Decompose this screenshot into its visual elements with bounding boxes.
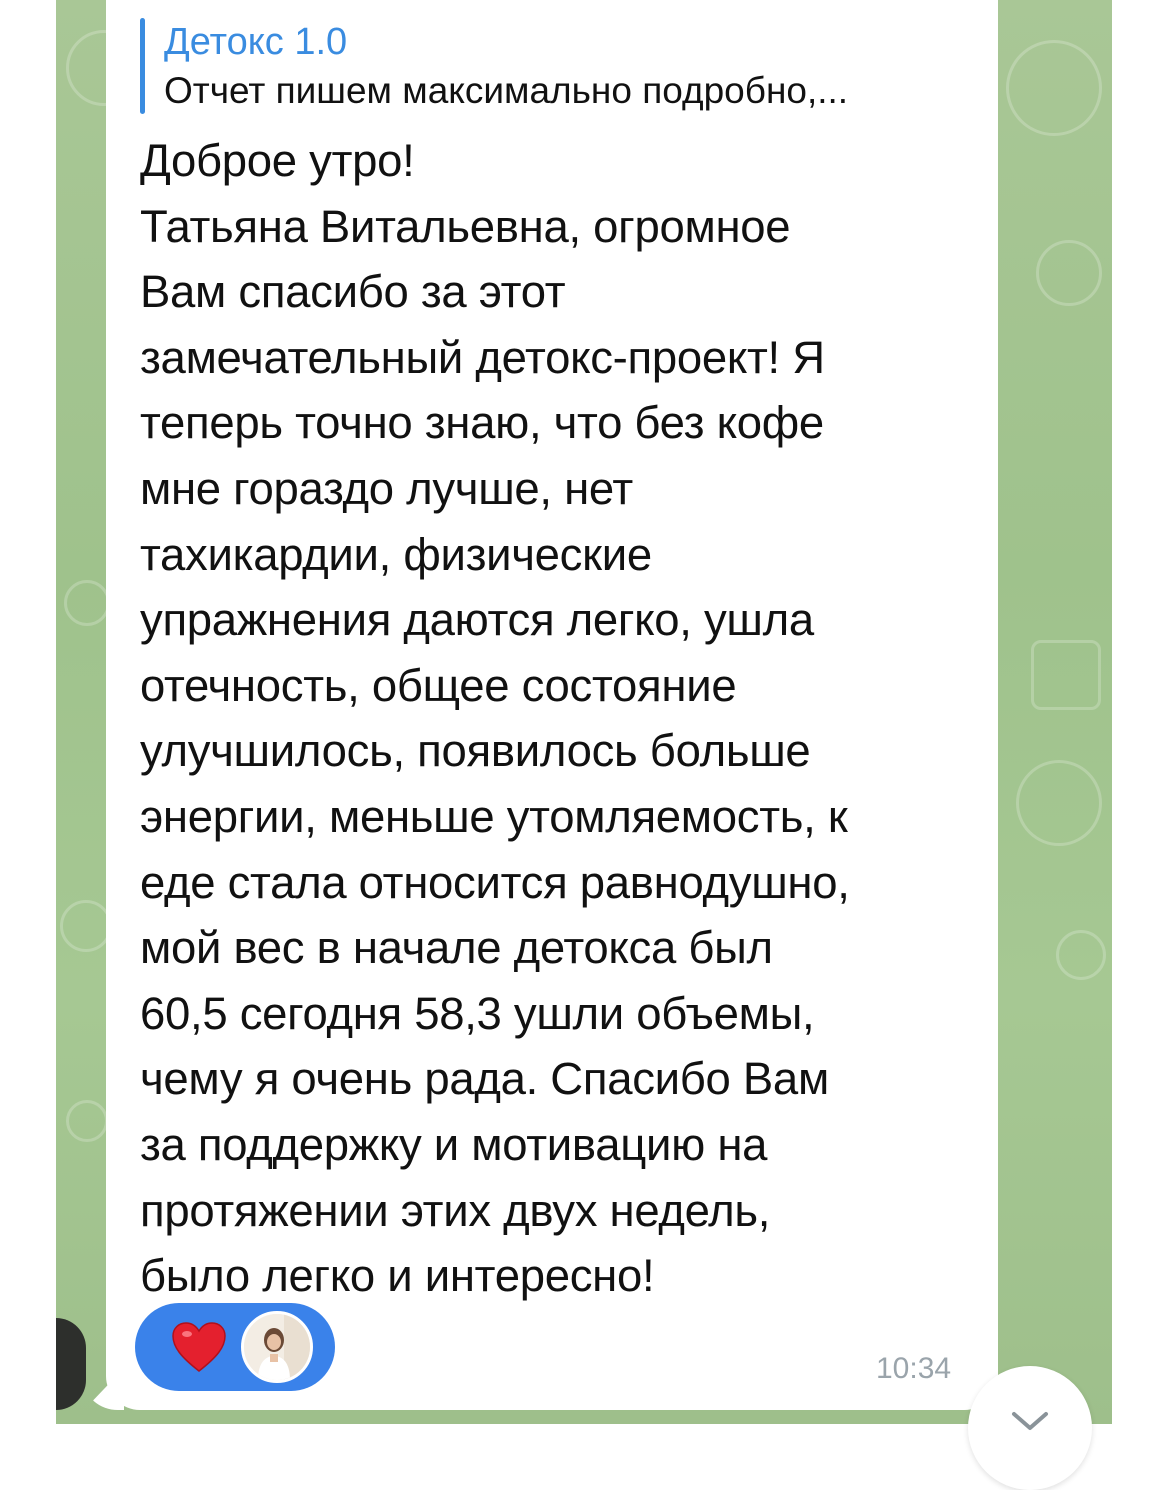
message-line: Доброе утро!: [140, 135, 415, 186]
chevron-down-icon: [1010, 1410, 1050, 1434]
reply-title: Детокс 1.0: [164, 21, 348, 63]
scroll-down-button[interactable]: [968, 1366, 1092, 1490]
message-line: энергии, меньше утомляемость, к: [140, 790, 848, 842]
wallpaper-doodle: [1006, 40, 1102, 136]
message-line: мой вес в начале детокса был: [140, 922, 773, 974]
message-line: теперь точно знаю, что без кофе: [140, 397, 824, 449]
wallpaper-doodle: [64, 580, 110, 626]
wallpaper-doodle: [1016, 760, 1102, 846]
reaction-chip[interactable]: [135, 1303, 335, 1391]
person-icon: [244, 1314, 310, 1380]
message-line: было легко и интересно!: [140, 1250, 655, 1302]
wallpaper-doodle: [60, 900, 112, 952]
message-text: [140, 128, 970, 1309]
message-line: улучшилось, появилось больше: [140, 725, 811, 777]
message-line: еде стала относится равнодушно,: [140, 856, 850, 908]
wallpaper-doodle: [1031, 640, 1101, 710]
message-timestamp: 10:34: [876, 1352, 952, 1385]
wallpaper-doodle: [66, 1100, 108, 1142]
message-line: за поддержку и мотивацию на: [140, 1118, 768, 1170]
message-line: 60,5 сегодня 58,3 ушли объемы,: [140, 987, 815, 1039]
message-line: мне гораздо лучше, нет: [140, 462, 633, 514]
wallpaper-doodle: [1036, 240, 1102, 306]
message-line: Татьяна Витальевна, огромное: [140, 200, 791, 252]
reply-accent-bar: [140, 18, 145, 114]
message-line: отечность, общее состояние: [140, 659, 737, 711]
wallpaper-doodle: [1056, 930, 1106, 980]
reactor-avatar[interactable]: [241, 1311, 313, 1383]
message-line: замечательный детокс-проект! Я: [140, 331, 825, 383]
message-line: чему я очень рада. Спасибо Вам: [140, 1053, 829, 1105]
reply-preview-text: Отчет пишем максимально подробно,...: [164, 70, 849, 111]
reply-quote[interactable]: [140, 16, 970, 116]
message-line: Вам спасибо за этот: [140, 266, 566, 318]
message-line: упражнения даются легко, ушла: [140, 594, 814, 646]
message-line: тахикардии, физические: [140, 528, 652, 580]
heart-icon: [171, 1321, 227, 1373]
message-line: протяжении этих двух недель,: [140, 1184, 771, 1236]
